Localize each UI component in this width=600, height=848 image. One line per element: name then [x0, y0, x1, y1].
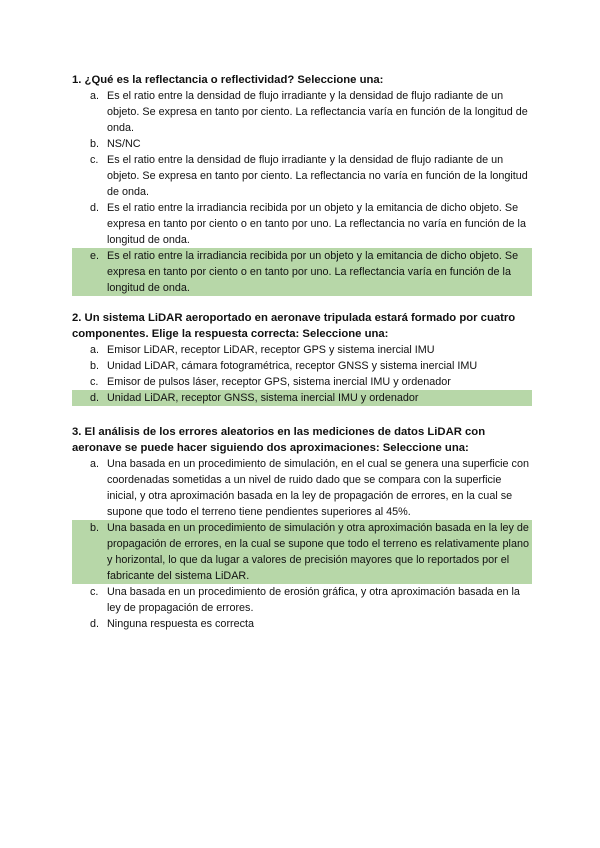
answer-text: Es el ratio entre la densidad de flujo irradiante y la densidad de flujo radiante de un objeto. Se expresa en tanto por ciento. La reflectancia no varía en función de la longitud de onda.	[107, 154, 528, 198]
answer-2d-correct	[72, 390, 532, 406]
answer-letter: c.	[90, 376, 99, 388]
answer-letter: d.	[90, 202, 100, 214]
answer-letter: a.	[90, 458, 100, 470]
answer-text: Una basada en un procedimiento de simulación y otra aproximación basada en la ley de propagación de errores, en la cual se supone que todo el terreno es relativamente plano y horizontal, lo que da lugar a valores de precisión mayores que lo reportados por el fabricante del sistema LiDAR.	[107, 522, 529, 582]
answer-letter: c.	[90, 586, 99, 598]
question-2	[72, 310, 532, 406]
question-1	[72, 72, 532, 296]
answer-letter: b.	[90, 138, 100, 150]
answer-letter: e.	[90, 250, 100, 262]
question-3-answers	[72, 456, 532, 632]
answer-3d	[72, 616, 532, 632]
answer-text: Ninguna respuesta es correcta	[107, 618, 255, 630]
answer-text: Es el ratio entre la irradiancia recibida por un objeto y la emitancia de dicho objeto. Se expresa en tanto por ciento o en tanto por uno. La reflectancia no varía en función de la longitud de onda.	[107, 202, 526, 246]
answer-1b	[72, 136, 532, 152]
answer-3b-correct	[72, 520, 532, 584]
answer-3a	[72, 456, 532, 520]
answer-text: Unidad LiDAR, receptor GNSS, sistema inercial IMU y ordenador	[107, 392, 419, 404]
question-1-answers	[72, 88, 532, 296]
answer-letter: a.	[90, 90, 100, 102]
answer-2c	[72, 374, 532, 390]
question-2-answers	[72, 342, 532, 406]
answer-1c	[72, 152, 532, 200]
answer-3c	[72, 584, 532, 616]
answer-letter: b.	[90, 360, 100, 372]
question-1-title: 1. ¿Qué es la reflectancia o reflectividad? Seleccione una:	[72, 74, 384, 86]
answer-2b	[72, 358, 532, 374]
answer-letter: d.	[90, 618, 100, 630]
answer-text: Es el ratio entre la irradiancia recibida por un objeto y la emitancia de dicho objeto. Se expresa en tanto por ciento o en tanto por uno. La reflectancia varía en función de la longitud de onda.	[107, 250, 519, 294]
answer-1e-correct	[72, 248, 532, 296]
answer-letter: d.	[90, 392, 100, 404]
answer-text: Es el ratio entre la densidad de flujo irradiante y la densidad de flujo radiante de un objeto. Se expresa en tanto por ciento. La reflectancia varía en función de la longitud de onda.	[107, 90, 528, 134]
answer-1d	[72, 200, 532, 248]
answer-text: Una basada en un procedimiento de erosión gráfica, y otra aproximación basada en la ley de propagación de errores.	[107, 586, 520, 614]
answer-2a	[72, 342, 532, 358]
question-2-title: 2. Un sistema LiDAR aeroportado en aeronave tripulada estará formado por cuatro componentes. Elige la respuesta correcta: Seleccione una:	[72, 312, 516, 340]
question-3-title: 3. El análisis de los errores aleatorios en las mediciones de datos LiDAR con aeronave se puede hacer siguiendo dos aproximaciones: Seleccione una:	[72, 426, 486, 454]
answer-letter: b.	[90, 522, 100, 534]
question-3	[72, 424, 532, 632]
answer-text: NS/NC	[107, 138, 141, 150]
answer-text: Emisor LiDAR, receptor LiDAR, receptor GPS y sistema inercial IMU	[107, 344, 435, 356]
answer-text: Emisor de pulsos láser, receptor GPS, sistema inercial IMU y ordenador	[107, 376, 451, 388]
answer-letter: c.	[90, 154, 99, 166]
answer-text: Unidad LiDAR, cámara fotogramétrica, receptor GNSS y sistema inercial IMU	[107, 360, 478, 372]
answer-letter: a.	[90, 344, 100, 356]
answer-1a	[72, 88, 532, 136]
answer-text: Una basada en un procedimiento de simulación, en el cual se genera una superficie con coordenadas sometidas a un nivel de ruido dado que se compara con la superficie inicial, y otra aproximación basada en la ley de propagación de errores, en la cual se supone que todo el terreno tiene pendientes superiores al 45%.	[107, 458, 529, 518]
